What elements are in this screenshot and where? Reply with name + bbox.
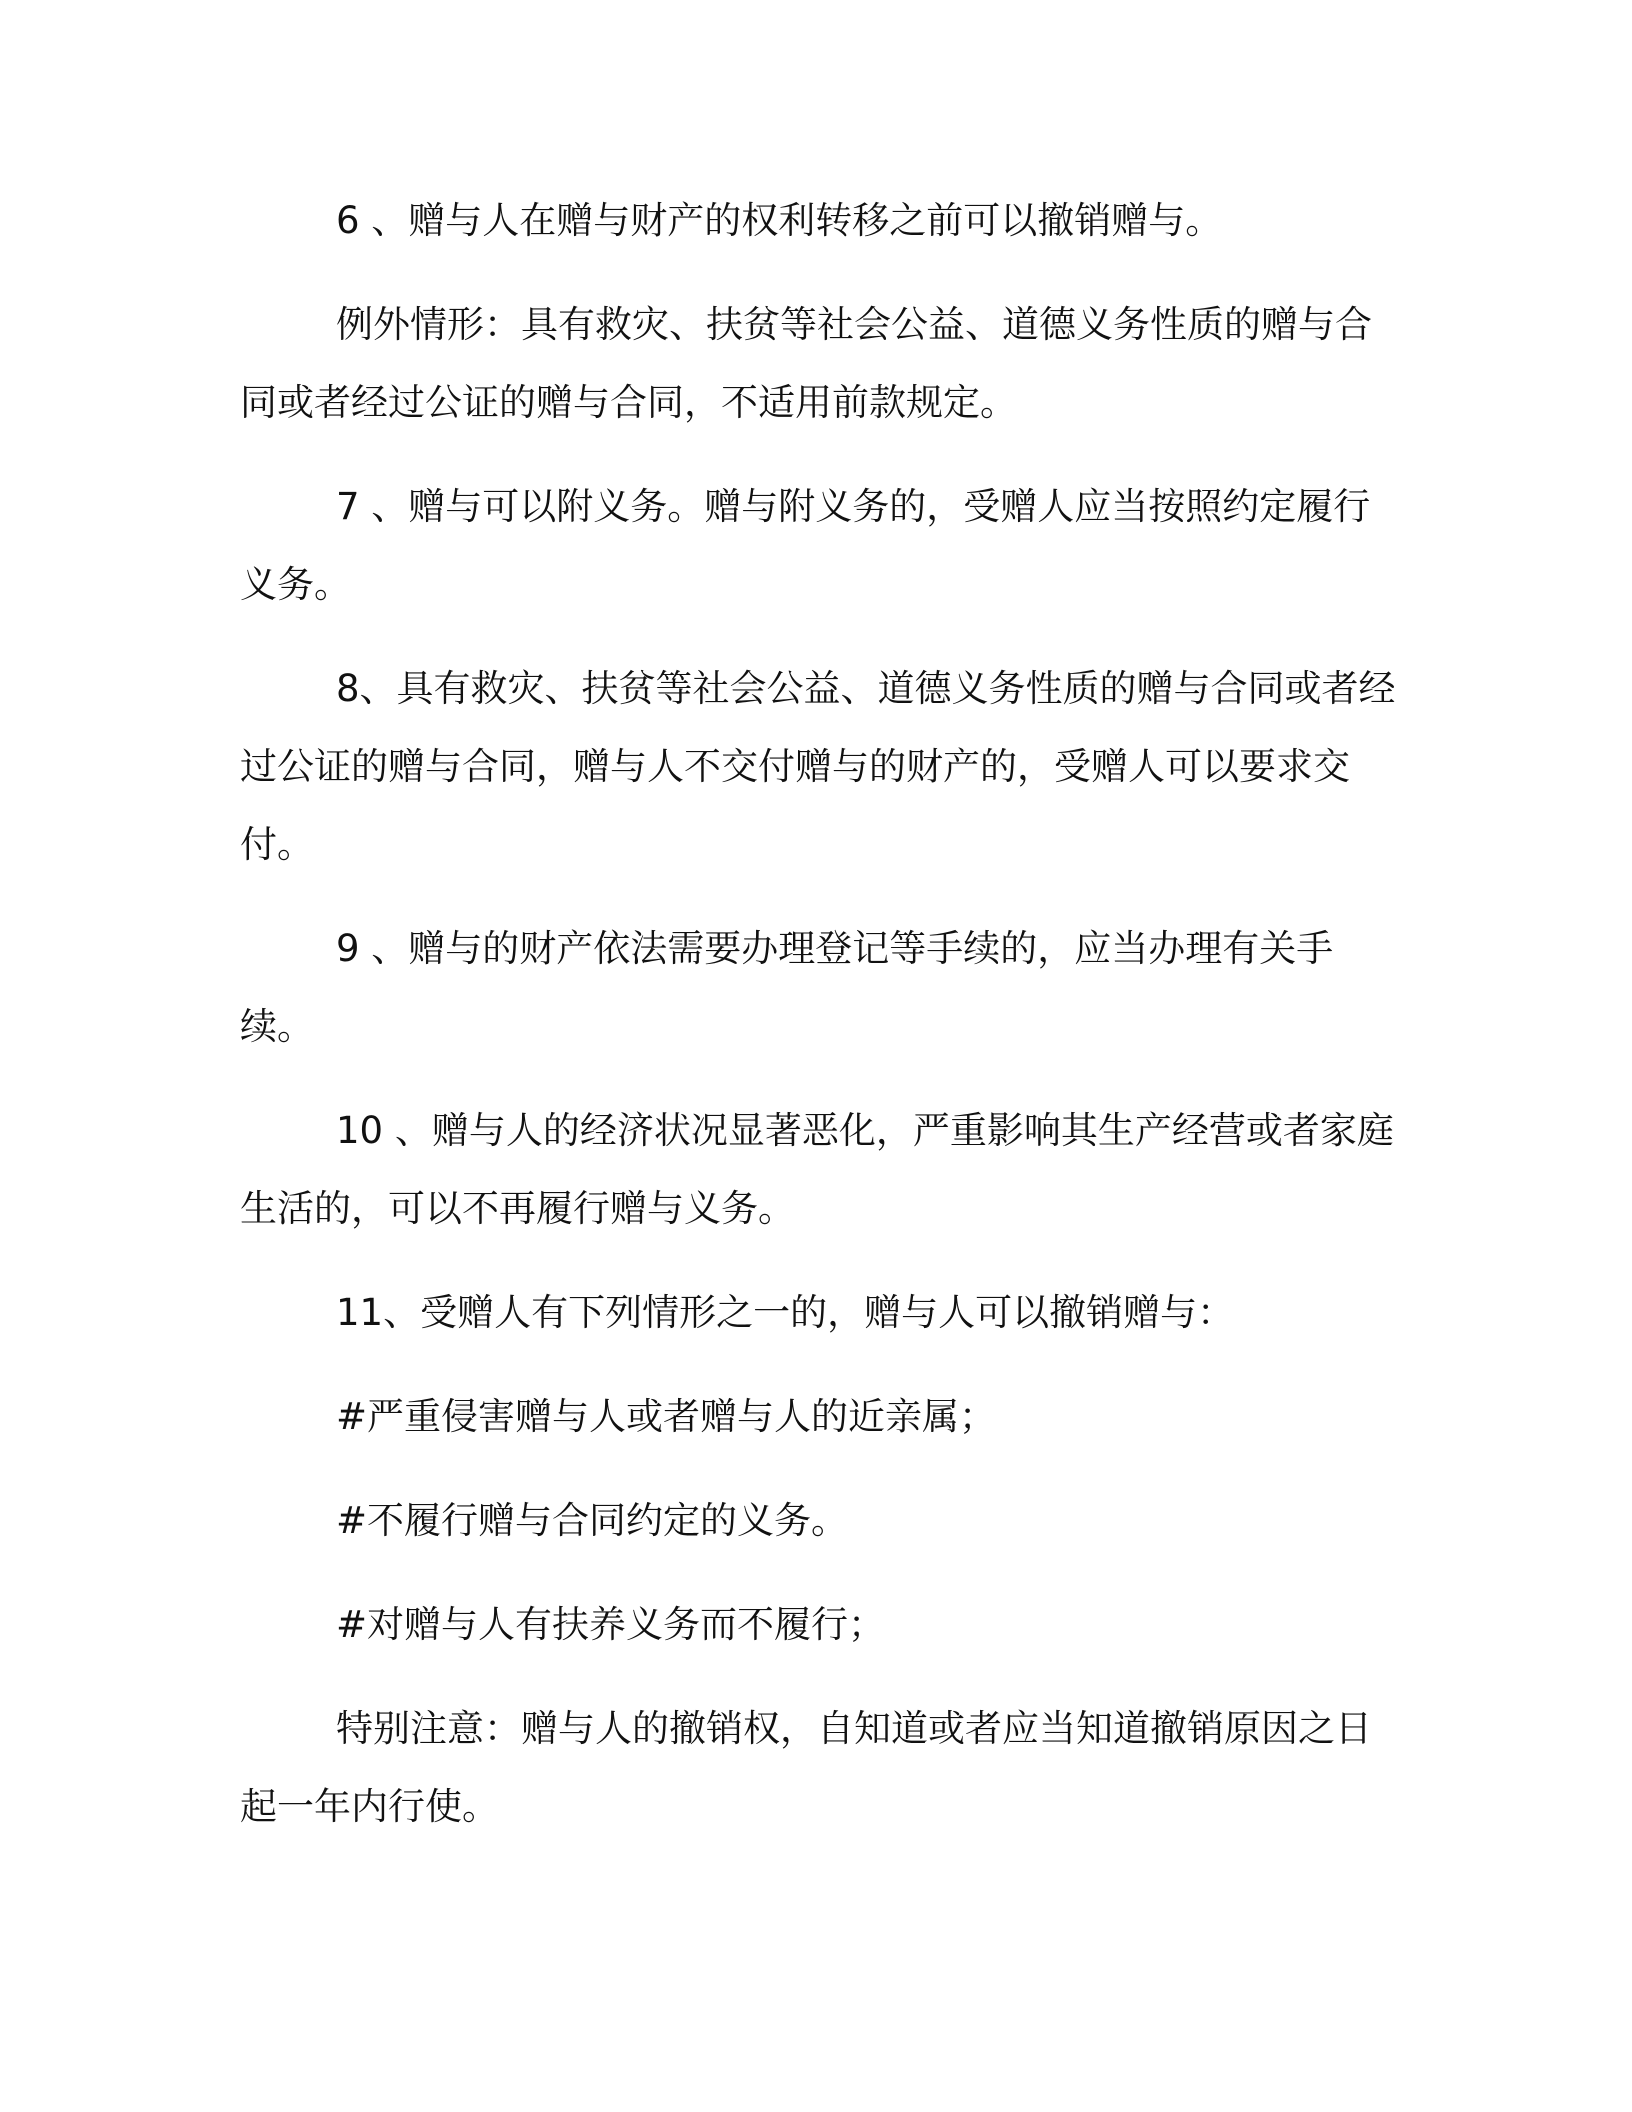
list-item-nonperformance: #不履行赠与合同约定的义务。	[336, 1499, 849, 1542]
paragraph-7-obligation: 7 、赠与可以附义务。赠与附义务的，受赠人应当按照约定履行义务。	[240, 485, 1371, 606]
paragraph-11-revocation-cases: 11、受赠人有下列情形之一的，赠与人可以撤销赠与：	[336, 1291, 1235, 1334]
list-item-support-duty: #对赠与人有扶养义务而不履行；	[336, 1603, 886, 1646]
paragraph-special-note: 特别注意：赠与人的撤销权，自知道或者应当知道撤销原因之日起一年内行使。	[240, 1707, 1372, 1828]
paragraph-6-revocation: 6 、赠与人在赠与财产的权利转移之前可以撤销赠与。	[336, 199, 1223, 242]
document-body	[240, 182, 1400, 1872]
paragraph-9-registration: 9 、赠与的财产依法需要办理登记等手续的，应当办理有关手续。	[240, 927, 1334, 1048]
list-item-infringement: #严重侵害赠与人或者赠与人的近亲属；	[336, 1395, 997, 1438]
paragraph-8-delivery: 8、具有救灾、扶贫等社会公益、道德义务性质的赠与合同或者经过公证的赠与合同，赠与人不交付赠与的财产的，受赠人可以要求交付。	[240, 667, 1396, 866]
paragraph-exception: 例外情形：具有救灾、扶贫等社会公益、道德义务性质的赠与合同或者经过公证的赠与合同，不适用前款规定。	[240, 303, 1372, 424]
paragraph-10-hardship: 10 、赠与人的经济状况显著恶化，严重影响其生产经营或者家庭生活的，可以不再履行赠与义务。	[240, 1109, 1394, 1230]
